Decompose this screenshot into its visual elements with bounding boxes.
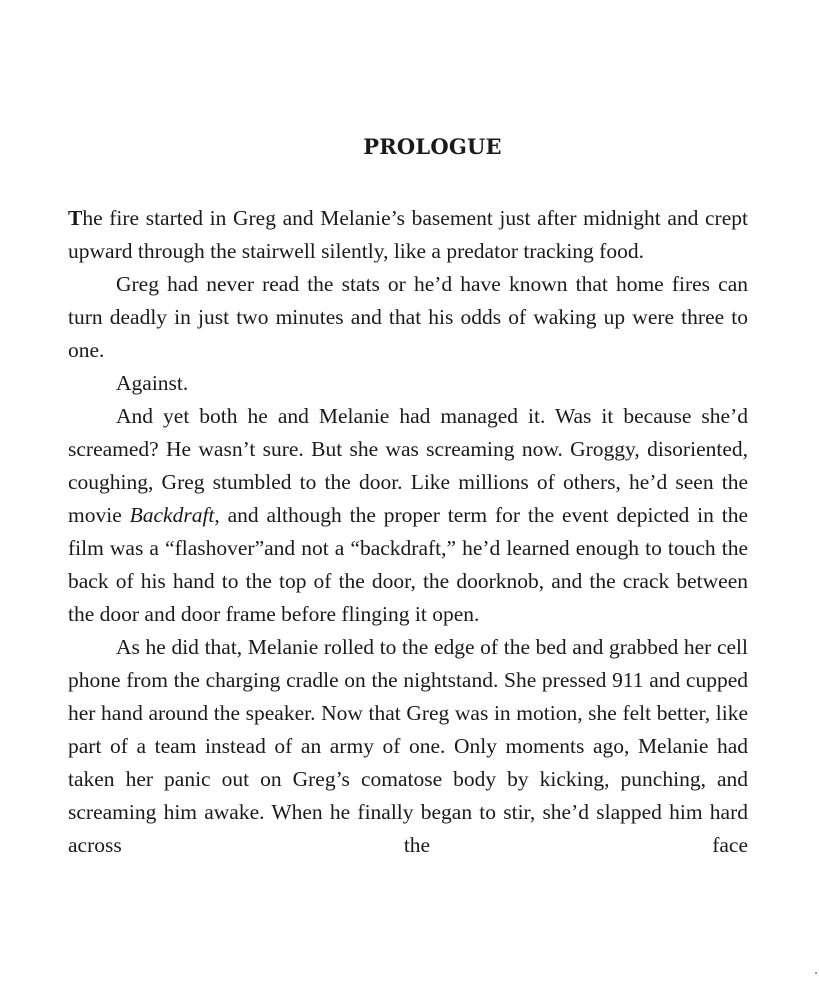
- paragraph-4-text-end: , and although the proper term for the event depicted in the film was a “flashover”and not a “backdraft,” he’d learned enough to touch the back of his hand to the top of the door, the doorknob, and the crack between the door and door frame before flinging it open.: [68, 503, 748, 626]
- paragraph-4-text-start: And yet both he and Melanie had managed it. Was it because she’d screamed? He wasn’t sure. But she was screaming now. Groggy, disoriented, coughing, Greg stumbled to the door. Like millions of others, he’d seen the movie: [68, 404, 748, 527]
- movie-title: Backdraft: [129, 503, 215, 527]
- paragraph-1-text: he fire started in Greg and Melanie’s basement just after midnight and crept upward through the stairwell silently, like a predator tracking food.: [68, 206, 748, 263]
- body-text: [68, 202, 748, 862]
- paragraph-3: Against.: [116, 371, 189, 395]
- chapter-title: PROLOGUE: [363, 134, 502, 159]
- paragraph-5: As he did that, Melanie rolled to the edge of the bed and grabbed her cell phone from the charging cradle on the nightstand. She pressed 911 and cupped her hand around the speaker. Now that Greg was in motion, she felt better, like part of a team instead of an army of one. Only moments ago, Melanie had taken her panic out on Greg’s comatose body by kicking, punching, and screaming him awake. When he finally began to stir, she’d slapped him hard across the face: [68, 635, 748, 857]
- drop-cap: T: [68, 206, 83, 230]
- corner-mark: [815, 972, 817, 974]
- paragraph-4: [68, 400, 748, 631]
- paragraph-1: [68, 202, 748, 268]
- paragraph-2: Greg had never read the stats or he’d have known that home fires can turn deadly in just two minutes and that his odds of waking up were three to one.: [68, 272, 748, 362]
